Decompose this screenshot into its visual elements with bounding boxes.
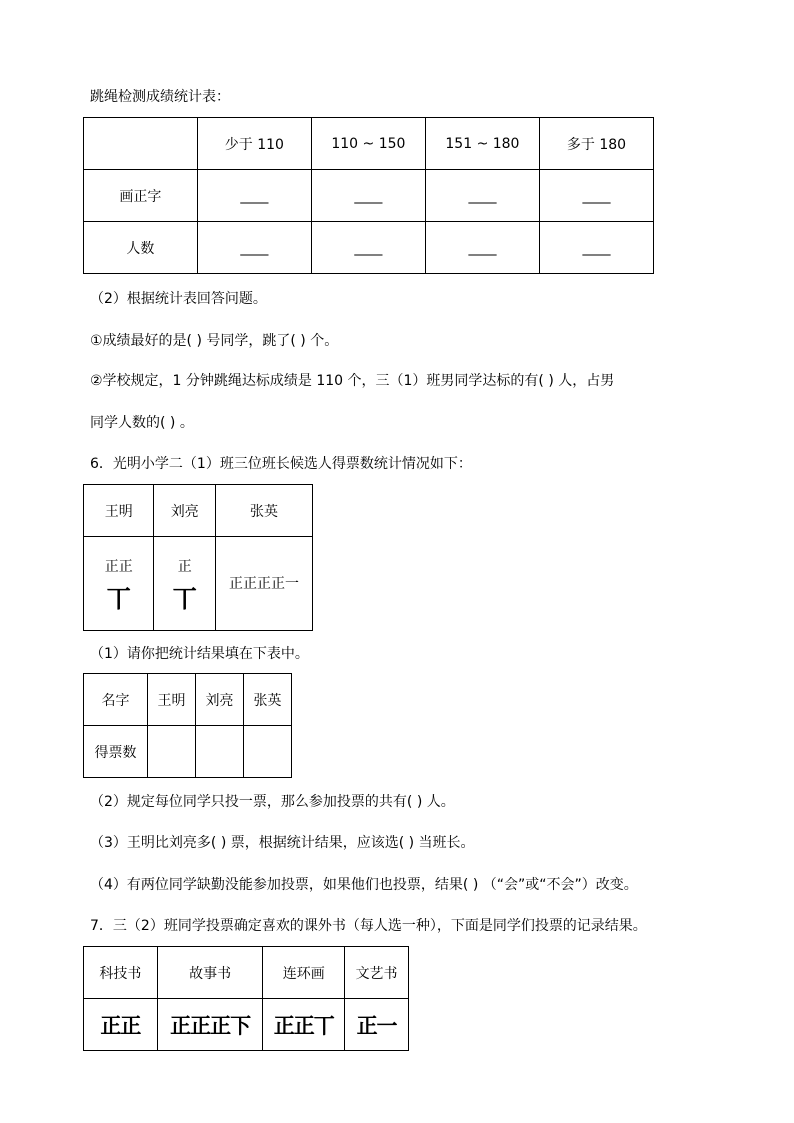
question-7-title: 7．三（2）班同学投票确定喜欢的课外书（每人选一种），下面是同学们投票的记录结果。 xyxy=(90,918,647,934)
part2-title: （2）根据统计表回答问题。 xyxy=(90,291,267,307)
row-label: 画正字 xyxy=(84,170,198,222)
tally-mark: 正正正正一 xyxy=(228,575,299,592)
header-cell xyxy=(84,118,198,170)
tally-mark: 正 xyxy=(177,558,192,575)
blank-cell: ____ xyxy=(311,222,425,274)
header-cell: 故事书 xyxy=(157,947,263,999)
blank-cell: ____ xyxy=(311,170,425,222)
tally-cell: 正正正下 xyxy=(157,999,263,1051)
tally-cell: 正正丅 xyxy=(263,999,345,1051)
answer-cell[interactable] xyxy=(244,726,292,778)
jump-rope-stats-table xyxy=(83,117,654,274)
question-item-1: ①成绩最好的是( ) 号同学，跳了( ) 个。 xyxy=(90,333,339,349)
tally-mark: 正正 xyxy=(104,558,133,575)
name-cell: 刘亮 xyxy=(154,485,216,537)
tally-cell xyxy=(215,537,312,631)
header-cell: 文艺书 xyxy=(345,947,409,999)
tally-cell xyxy=(154,537,216,631)
blank-cell: ____ xyxy=(425,222,539,274)
blank-cell: ____ xyxy=(539,222,653,274)
header-cell: 110 ~ 150 xyxy=(311,118,425,170)
table-caption: 跳绳检测成绩统计表： xyxy=(90,89,230,105)
header-cell: 科技书 xyxy=(84,947,158,999)
name-cell: 张英 xyxy=(215,485,312,537)
question-6-part3: （3）王明比刘亮多( ) 票，根据统计结果，应该选( ) 当班长。 xyxy=(90,835,475,851)
blank-cell: ____ xyxy=(539,170,653,222)
question-6-part4: （4）有两位同学缺勤没能参加投票，如果他们也投票，结果( ) （“会”或“不会”）改变。 xyxy=(90,877,638,893)
header-cell: 多于 180 xyxy=(539,118,653,170)
header-cell: 151 ~ 180 xyxy=(425,118,539,170)
answer-cell[interactable] xyxy=(196,726,244,778)
tally-cell: 正正 xyxy=(84,999,158,1051)
question-6-title: 6．光明小学二（1）班三位班长候选人得票数统计情况如下： xyxy=(90,456,472,472)
tally-cell xyxy=(84,537,154,631)
blank-cell: ____ xyxy=(425,170,539,222)
row-label: 人数 xyxy=(84,222,198,274)
tally-mark: 丅 xyxy=(106,584,131,613)
tally-cell: 正一 xyxy=(345,999,409,1051)
vote-tally-table xyxy=(83,484,313,631)
header-cell: 张英 xyxy=(244,674,292,726)
tally-mark: 丅 xyxy=(172,584,197,613)
header-cell: 少于 110 xyxy=(197,118,311,170)
vote-fill-table xyxy=(83,673,292,778)
book-vote-table xyxy=(83,946,409,1051)
header-cell: 刘亮 xyxy=(196,674,244,726)
answer-cell[interactable] xyxy=(148,726,196,778)
header-cell: 连环画 xyxy=(263,947,345,999)
question-item-2-line1: ②学校规定，1 分钟跳绳达标成绩是 110 个，三（1）班男同学达标的有( ) 人，占男 xyxy=(90,373,615,389)
blank-cell: ____ xyxy=(197,222,311,274)
header-cell: 王明 xyxy=(148,674,196,726)
question-6-part1: （1）请你把统计结果填在下表中。 xyxy=(90,646,309,662)
row-label: 得票数 xyxy=(84,726,148,778)
header-cell: 名字 xyxy=(84,674,148,726)
question-item-2-line2: 同学人数的( ) 。 xyxy=(90,415,194,431)
blank-cell: ____ xyxy=(197,170,311,222)
name-cell: 王明 xyxy=(84,485,154,537)
question-6-part2: （2）规定每位同学只投一票，那么参加投票的共有( ) 人。 xyxy=(90,794,455,810)
